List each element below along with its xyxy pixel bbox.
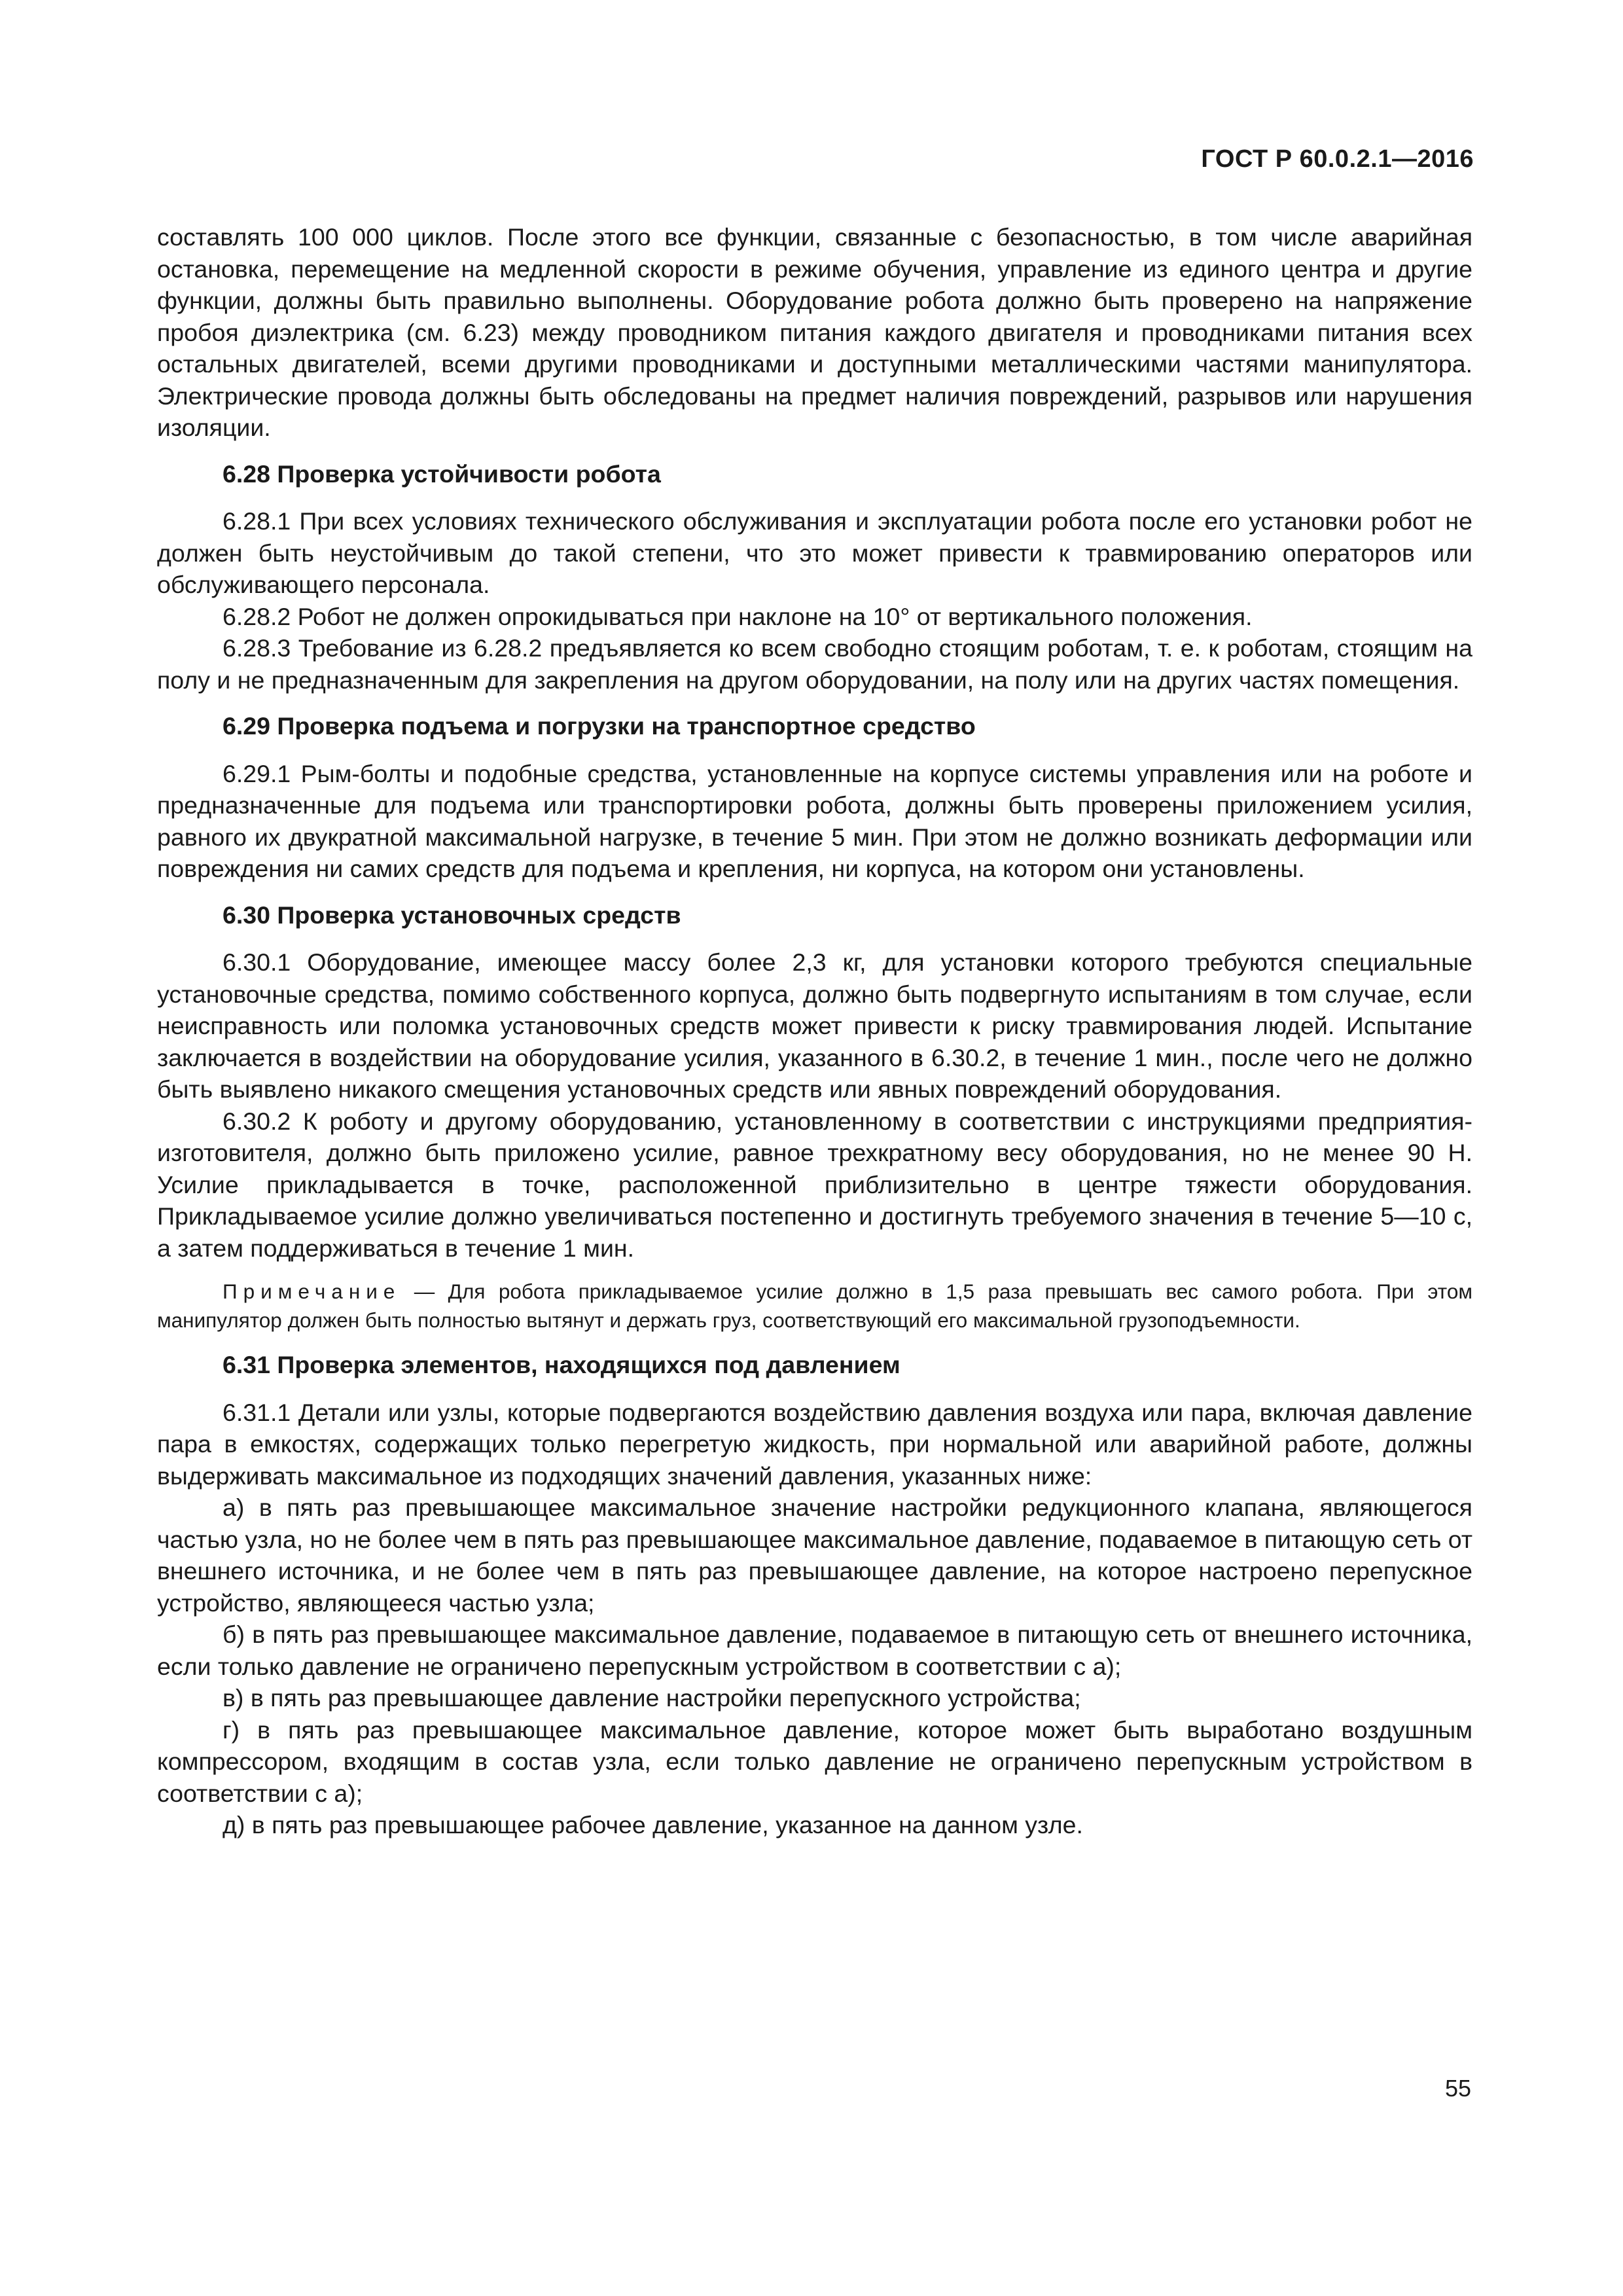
paragraph-6-29-1: 6.29.1 Рым-болты и подобные средства, установленные на корпусе системы управления или на роботе и предназначенные для подъема или транспортировки робота, должны быть проверены приложением усилия, равного их двукратной максимальной нагрузке, в течение 5 мин. При этом не должно возникать деформации или повреждения ни самих средств для подъема и крепления, ни корпуса, на котором они установлены. xyxy=(157,759,1472,882)
page-number: 55 xyxy=(1444,2075,1471,2102)
list-item-a: а) в пять раз превышающее максимальное значение настройки редукционного клапана, являющегося частью узла, но не более чем в пять раз превышающее максимальное давление, подаваемое в питающую сеть от внешнего источника, и не более чем в пять раз превышающее давление, на которое настроено перепускное устройство, являющееся частью узла; xyxy=(157,1494,1472,1617)
list-item-g: г) в пять раз превышающее максимальное давление, которое может быть выработано воздушным компрессором, входящим в состав узла, если только давление не ограничено перепускным устройством в соответствии с а); xyxy=(157,1715,1472,1807)
list-item-b: б) в пять раз превышающее максимальное давление, подаваемое в питающую сеть от внешнего источника, если только давление не ограничено перепускным устройством в соответствии с а); xyxy=(157,1621,1472,1680)
paragraph-6-28-1: 6.28.1 При всех условиях технического обслуживания и эксплуатации робота после его установки робот не должен быть неустойчивым до такой степени, что это может привести к травмированию операторов или обслуживающего персонала. xyxy=(157,507,1472,598)
section-heading-6-28: 6.28 Проверка устойчивости робота xyxy=(223,459,661,488)
paragraph-6-30-2: 6.30.2 К роботу и другому оборудованию, установленному в соответствии с инструкциями предприятия-изготовителя, должно быть приложено усилие, равное трехкратному весу оборудования, но не менее 90 Н. Усилие прикладывается в точке, расположенной приблизительно в центре тяжести оборудования. Прикладываемое усилие должно увеличиваться постепенно и достигнуть требуемого значения в течение 5—10 с, а затем поддерживаться в течение 1 мин. xyxy=(157,1107,1472,1262)
list-item-d: д) в пять раз превышающее рабочее давление, указанное на данном узле. xyxy=(223,1811,1083,1839)
note-label: Примечание xyxy=(223,1280,401,1303)
document-body xyxy=(157,221,1472,1841)
note-text: — Для робота прикладываемое усилие должно в 1,5 раза превышать вес самого робота. При этом манипулятор должен быть полностью вытянут и держать груз, соответствующий его максимальной грузоподъемности. xyxy=(157,1280,1472,1332)
paragraph-6-28-3: 6.28.3 Требование из 6.28.2 предъявляется ко всем свободно стоящим роботам, т. е. к роботам, стоящим на полу и не предназначенным для закрепления на другом оборудовании, на полу или на других частях помещения. xyxy=(157,634,1472,694)
section-heading-6-30: 6.30 Проверка установочных средств xyxy=(223,901,681,929)
paragraph-6-30-1: 6.30.1 Оборудование, имеющее массу более 2,3 кг, для установки которого требуются специальные установочные средства, помимо собственного корпуса, должно быть подвергнуто испытаниям в том случае, если неисправность или поломка установочных средств может привести к риску травмирования людей. Испытание заключается в воздействии на оборудование усилия, указанного в 6.30.2, в течение 1 мин., после чего не должно быть выявлено никакого смещения установочных средств или явных повреждений оборудования. xyxy=(157,948,1472,1103)
paragraph-6-28-2: 6.28.2 Робот не должен опрокидываться при наклоне на 10° от вертикального положения. xyxy=(223,602,1253,630)
note xyxy=(157,1277,1472,1335)
standard-code-header: ГОСТ Р 60.0.2.1—2016 xyxy=(1201,145,1474,173)
section-heading-6-31: 6.31 Проверка элементов, находящихся под давлением xyxy=(223,1351,901,1378)
section-heading-6-29: 6.29 Проверка подъема и погрузки на транспортное средство xyxy=(223,712,976,740)
list-item-v: в) в пять раз превышающее давление настройки перепускного устройства; xyxy=(223,1684,1081,1712)
paragraph-6-31-1: 6.31.1 Детали или узлы, которые подвергаются воздействию давления воздуха или пара, включая давление пара в емкостях, содержащих только перегретую жидкость, при нормальной или аварийной работе, должны выдерживать максимальное из подходящих значений давления, указанных ниже: xyxy=(157,1398,1472,1490)
paragraph-continuation: составлять 100 000 циклов. После этого все функции, связанные с безопасностью, в том числе аварийная остановка, перемещение на медленной скорости в режиме обучения, управление из единого центра и другие функции, должны быть правильно выполнены. Оборудование робота должно быть проверено на напряжение пробоя диэлектрика (см. 6.23) между проводником питания каждого двигателя и проводниками питания всех остальных двигателей, всеми другими проводниками и доступными металлическими частями манипулятора. Электрические провода должны быть обследованы на предмет наличия повреждений, разрывов или нарушения изоляции. xyxy=(157,223,1472,441)
